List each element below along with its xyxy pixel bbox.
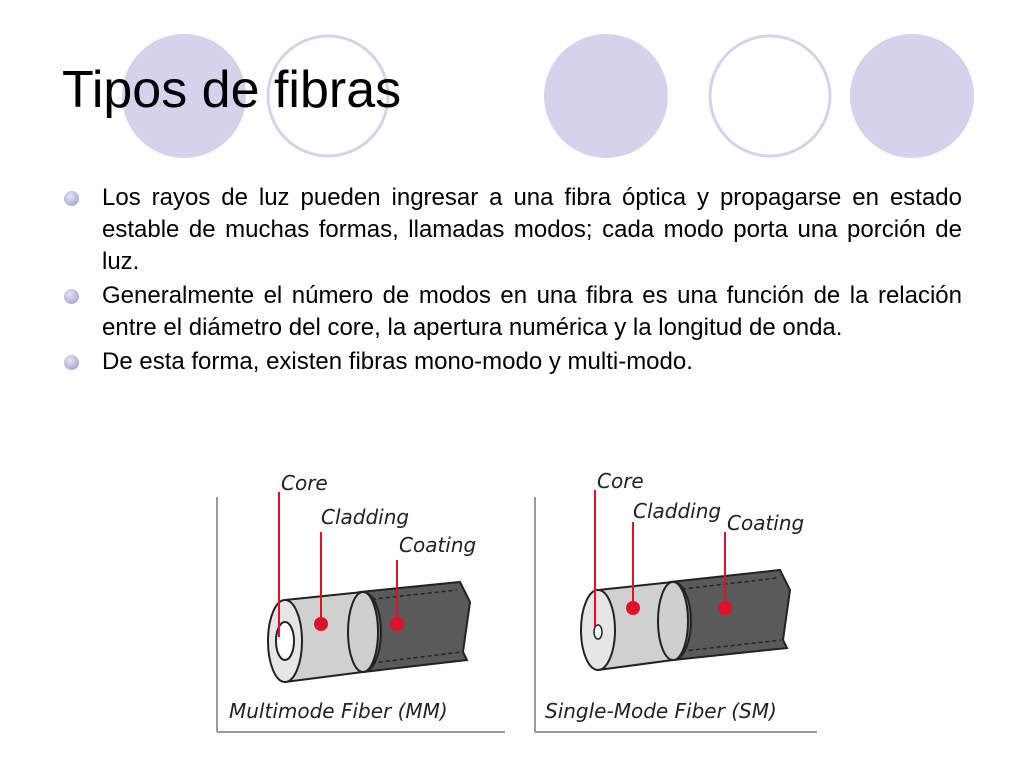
mm-coating-label: Coating xyxy=(399,533,477,557)
bullet-item xyxy=(64,280,962,344)
deco-circle-filled xyxy=(544,34,668,158)
bullet-item xyxy=(64,346,962,378)
bullet-text: De esta forma, existen fibras mono-modo y multi-modo. xyxy=(102,348,693,375)
bullet-text: Los rayos de luz pueden ingresar a una fibra óptica y propagarse en estado estable de muchas formas, llamadas modos; cada modo porta una porción de luz. xyxy=(102,184,962,275)
fiber-types-figure xyxy=(205,452,825,742)
mm-cladding-label: Cladding xyxy=(321,505,410,529)
sm-core-label: Core xyxy=(597,469,644,493)
mm-core-label: Core xyxy=(281,471,328,495)
sm-cladding-label: Cladding xyxy=(633,499,722,523)
bullet-text: Generalmente el número de modos en una fibra es una función de la relación entre el diámetro del core, la apertura numérica y la longitud de onda. xyxy=(102,282,962,341)
bullet-item xyxy=(64,182,962,278)
bullet-icon xyxy=(64,355,79,370)
bullet-icon xyxy=(64,191,79,206)
deco-circle-outline xyxy=(710,36,830,156)
bullet-list xyxy=(64,182,962,380)
slide-title: Tipos de fibras xyxy=(62,61,402,119)
mm-caption: Multimode Fiber (MM) xyxy=(229,699,448,723)
bullet-icon xyxy=(64,289,79,304)
sm-caption: Single-Mode Fiber (SM) xyxy=(545,699,777,723)
sm-coating-label: Coating xyxy=(727,511,805,535)
deco-circle-filled xyxy=(850,34,974,158)
